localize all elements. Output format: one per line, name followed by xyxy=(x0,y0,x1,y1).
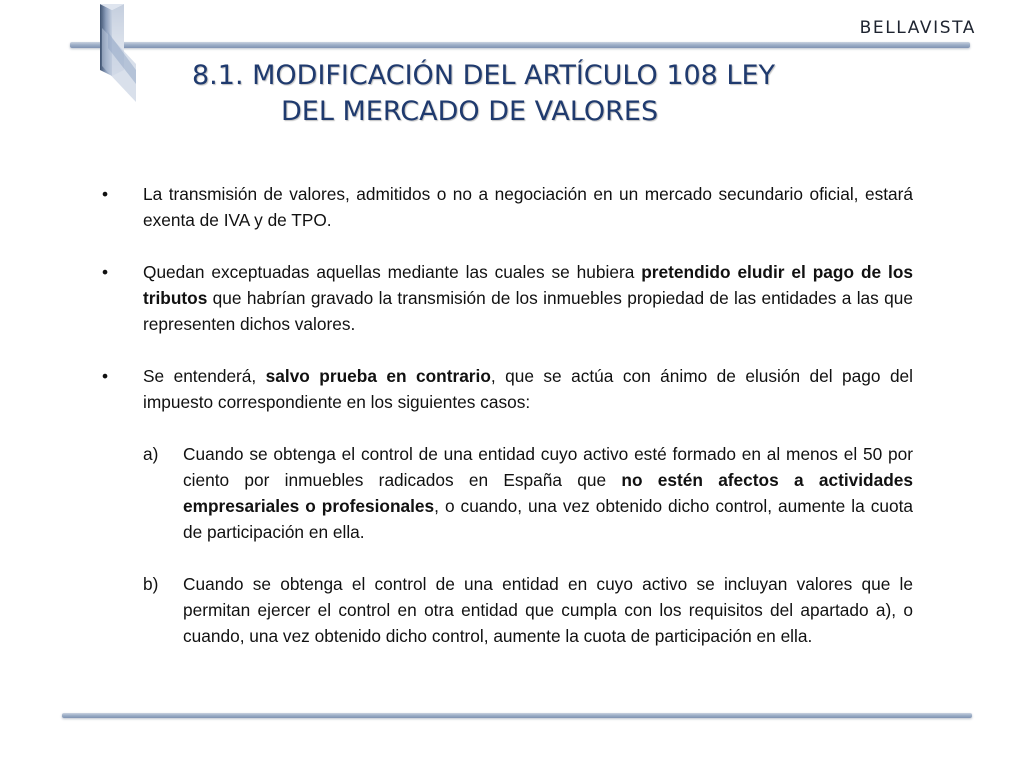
case-text-post: , o cuando, una vez obtenido dicho control, aumente la cuota de participación en ella. xyxy=(183,496,913,542)
bullet-item xyxy=(102,181,913,233)
bullet-marker: • xyxy=(102,184,109,204)
bullet-item xyxy=(102,363,913,415)
bullet-text-post: que habrían gravado la transmisión de los inmuebles propiedad de las entidades a las que representen dichos valores. xyxy=(143,288,913,334)
bullet-text-emphasis: salvo prueba en contrario xyxy=(265,366,491,386)
bullet-marker: • xyxy=(102,262,109,282)
footer-rule xyxy=(62,713,972,718)
title-line-2: DEL MERCADO DE VALORES xyxy=(281,96,659,127)
page-title xyxy=(192,58,952,130)
case-marker: a) xyxy=(143,444,159,464)
bullet-text-pre: Quedan exceptuadas aquellas mediante las cuales se hubiera xyxy=(143,262,642,282)
bullet-text: La transmisión de valores, admitidos o no a negociación en un mercado secundario oficial, estará exenta de IVA y de TPO. xyxy=(143,184,913,230)
title-line-1: 8.1. MODIFICACIÓN DEL ARTÍCULO 108 LEY xyxy=(192,60,776,91)
cases-list xyxy=(143,441,913,649)
case-text-pre: Cuando se obtenga el control de una entidad cuyo activo esté formado en al menos el 50 por ciento por inmuebles radicados en España que xyxy=(183,444,913,490)
bellavista-logo-icon xyxy=(88,4,138,102)
bullet-marker: • xyxy=(102,366,109,386)
case-item-b xyxy=(143,571,913,649)
bullet-item xyxy=(102,259,913,337)
case-text: Cuando se obtenga el control de una entidad en cuyo activo se incluyan valores que le permitan ejercer el control en otra entidad que cumpla con los requisitos del apartado a), o cuando, una vez obtenido dicho control, aumente la cuota de participación en ella. xyxy=(183,574,913,646)
brand-name: BELLAVISTA xyxy=(859,18,976,38)
slide-body xyxy=(102,181,913,649)
bullet-text-pre: Se entenderá, xyxy=(143,366,266,386)
header-rule xyxy=(70,42,970,48)
case-item-a xyxy=(143,441,913,545)
bullet-text-post: , que se actúa con ánimo de elusión del pago del impuesto correspondiente en los siguientes casos: xyxy=(143,366,914,412)
case-marker: b) xyxy=(143,574,159,594)
case-text-emphasis: no estén afectos a actividades empresariales o profesionales xyxy=(183,470,914,516)
bullet-text-emphasis: pretendido eludir el pago de los tributos xyxy=(143,262,913,308)
